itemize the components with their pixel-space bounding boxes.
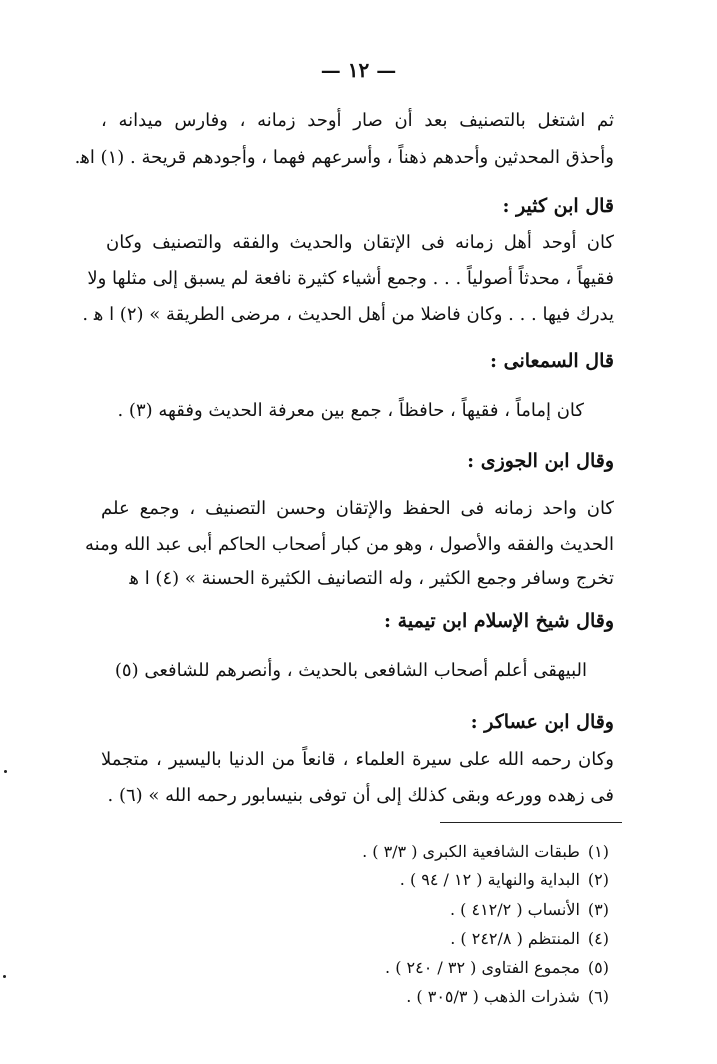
footnote-number: (٤) bbox=[587, 929, 609, 948]
footnote bbox=[189, 985, 609, 1009]
body-line: البيهقى أعلم أصحاب الشافعى بالحديث ، وأنصرهم للشافعى (٥) bbox=[114, 660, 587, 681]
body-line: كان أوحد أهل زمانه فى الإتقان والحديث والفقه والتصنيف وكان bbox=[106, 232, 614, 253]
body-line: كان واحد زمانه فى الحفظ والإتقان وحسن التصنيف ، وجمع علم bbox=[101, 498, 614, 519]
body-line: الحديث والفقه والأصول ، وهو من كبار أصحاب الحاكم أبى عبد الله ومنه bbox=[85, 534, 614, 555]
footnote-text: البداية والنهاية ( ١٢ / ٩٤ ) . bbox=[399, 870, 580, 889]
body-line: كان إماماً ، فقيهاً ، حافظاً ، جمع بين معرفة الحديث وفقهه (٣) . bbox=[117, 400, 584, 421]
footnote-separator bbox=[440, 822, 622, 823]
body-line: ثم اشتغل بالتصنيف بعد أن صار أوحد زمانه ، وفارس ميدانه ، bbox=[101, 110, 614, 131]
body-line: فى زهده وورعه وبقى كذلك إلى أن توفى بنيسابور رحمه الله » (٦) . bbox=[107, 785, 614, 806]
section-heading: وقال شيخ الإسلام ابن تيمية : bbox=[384, 610, 614, 632]
footnote-number: (٢) bbox=[587, 870, 609, 889]
footnote bbox=[189, 898, 609, 922]
footnote bbox=[189, 927, 609, 951]
footnote bbox=[189, 840, 609, 864]
footnote-text: الأنساب ( ٤١٢/٢ ) . bbox=[449, 900, 580, 919]
footnote-text: طبقات الشافعية الكبرى ( ٣/٣ ) . bbox=[362, 842, 580, 861]
footnote-number: (١) bbox=[587, 842, 609, 861]
scan-speck bbox=[3, 975, 6, 978]
body-line: وكان رحمه الله على سيرة العلماء ، قانعاً من الدنيا باليسير ، متجملا bbox=[101, 749, 614, 770]
footnote bbox=[189, 868, 609, 892]
scan-speck bbox=[4, 770, 7, 773]
footnote-number: (٣) bbox=[587, 900, 609, 919]
section-heading: وقال ابن الجوزى : bbox=[467, 450, 614, 472]
footnote-number: (٦) bbox=[587, 987, 609, 1006]
body-line: تخرج وسافر وجمع الكثير ، وله التصانيف الكثيرة الحسنة » (٤) ا ﻫ bbox=[129, 568, 614, 589]
footnote-number: (٥) bbox=[587, 958, 609, 977]
body-line: فقيهاً ، محدثاً أصولياً . . . وجمع أشياء كثيرة نافعة لم يسبق إلى مثلها ولا bbox=[87, 268, 614, 289]
footnote bbox=[189, 956, 609, 980]
footnote-text: مجموع الفتاوى ( ٣٢ / ٢٤٠ ) . bbox=[385, 958, 580, 977]
footnote-text: شذرات الذهب ( ٣٠٥/٣ ) . bbox=[406, 987, 580, 1006]
page-number: — ١٢ — bbox=[320, 58, 397, 82]
footnote-text: المنتظم ( ٢٤٢/٨ ) . bbox=[450, 929, 580, 948]
section-heading: قال ابن كثير : bbox=[502, 195, 614, 217]
section-heading: قال السمعانى : bbox=[489, 350, 614, 372]
body-line: يدرك فيها . . . وكان فاضلا من أهل الحديث ، مرضى الطريقة » (٢) ا ﻫ . bbox=[82, 304, 614, 325]
section-heading: وقال ابن عساكر : bbox=[470, 711, 614, 733]
body-line: وأحذق المحدثين وأحدهم ذهناً ، وأسرعهم فهما ، وأجودهم قريحة . (١) اﻫ. bbox=[74, 147, 614, 168]
